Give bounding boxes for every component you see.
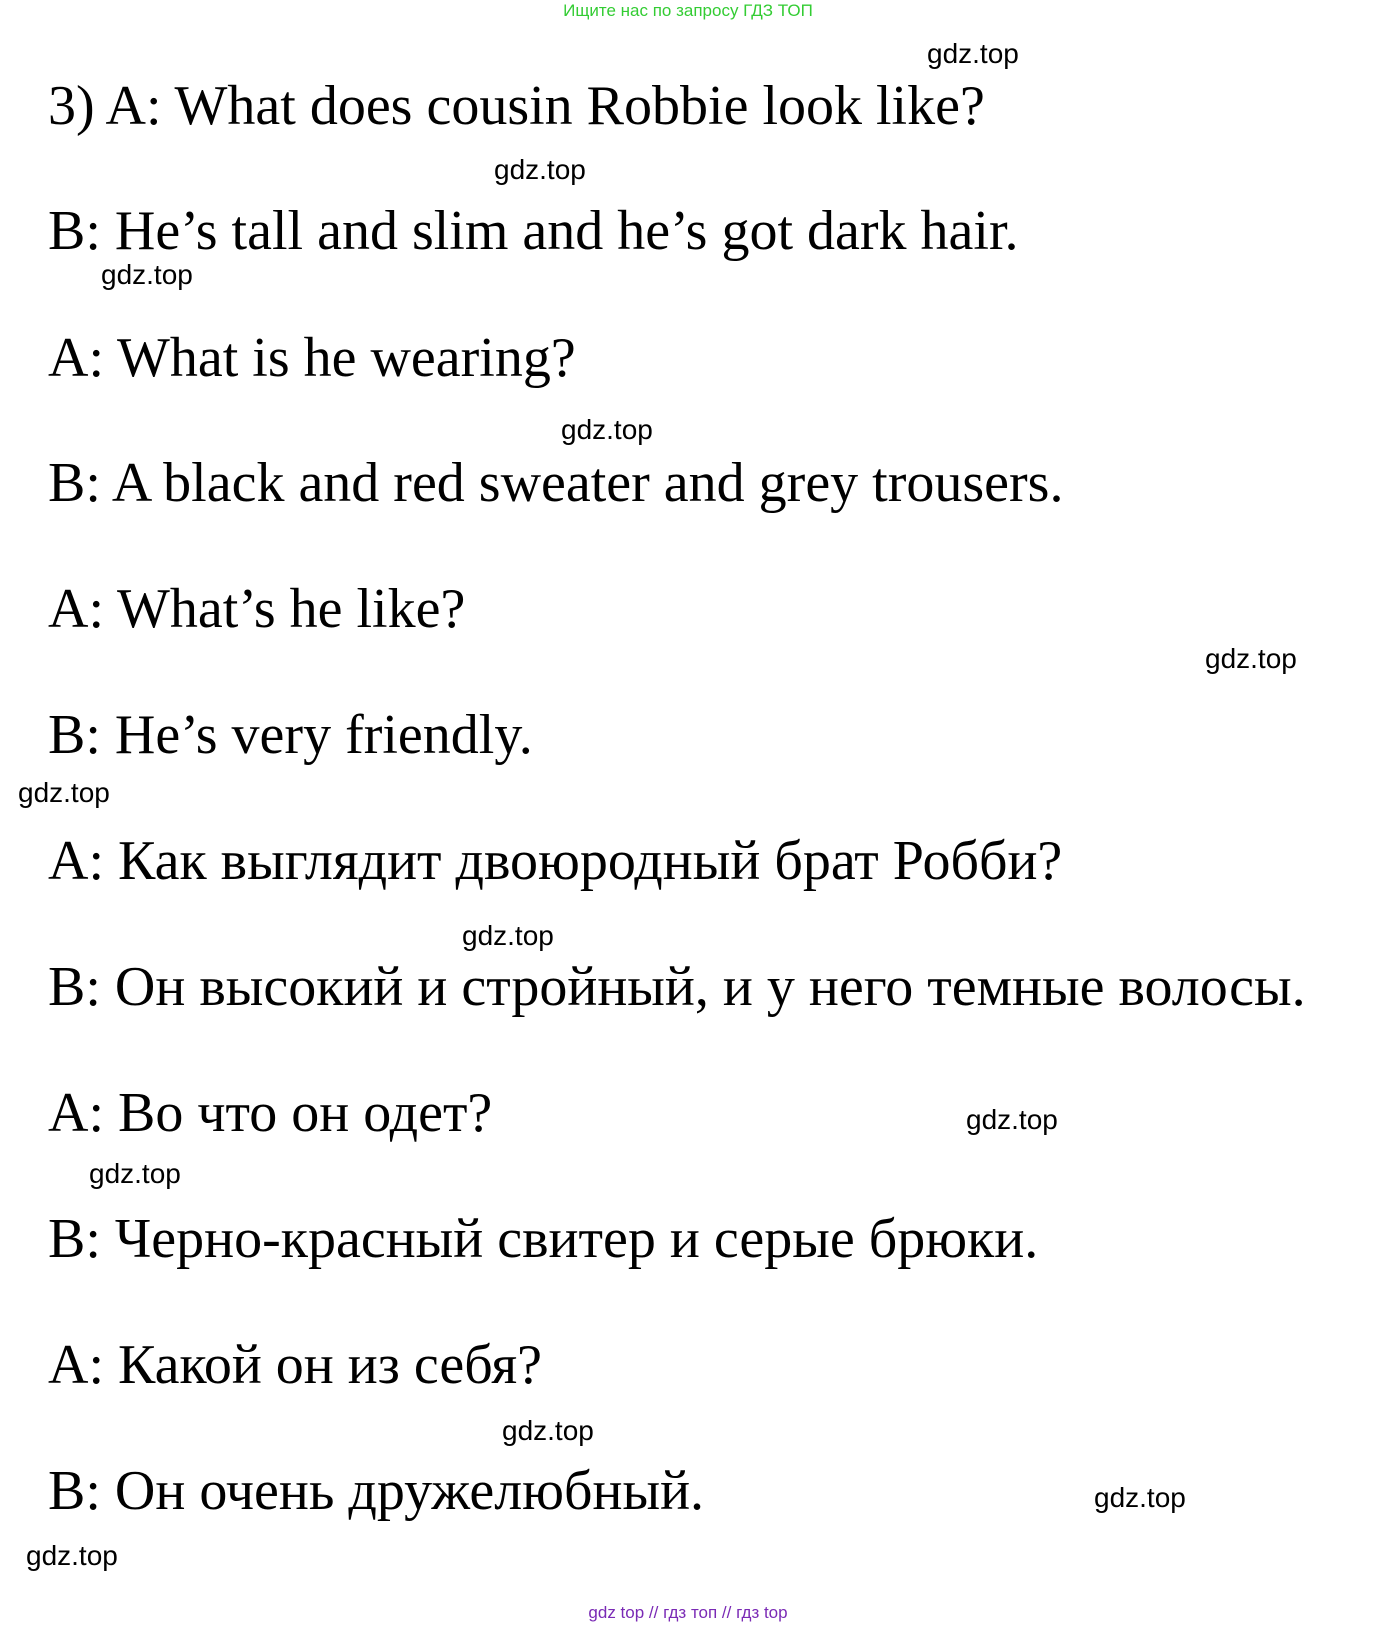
watermark: gdz.top [101, 259, 193, 290]
watermark: gdz.top [1094, 1482, 1186, 1513]
translation-line-a-wearing: A: Во что он одет? [48, 1082, 493, 1144]
watermark: gdz.top [462, 920, 554, 951]
dialogue-line-b-answer-wearing: B: A black and red sweater and grey trousers. [48, 452, 1064, 514]
dialogue-line-a-question-wearing: A: What is he wearing? [48, 327, 576, 389]
translation-line-b-wearing: B: Черно-красный свитер и серые брюки. [48, 1208, 1039, 1270]
watermark: gdz.top [927, 38, 1019, 69]
watermark: gdz.top [966, 1104, 1058, 1135]
watermark: gdz.top [561, 414, 653, 445]
translation-line-a-like: A: Какой он из себя? [48, 1334, 542, 1396]
dialogue-line-a-question-like: A: What’s he like? [48, 578, 466, 640]
translation-line-a-look: A: Как выглядит двоюродный брат Робби? [48, 830, 1063, 892]
dialogue-line-b-answer-like: B: He’s very friendly. [48, 704, 533, 766]
footer-note: gdz top // гдз топ // гдз top [588, 1603, 788, 1622]
dialogue-line-b-answer-look: B: He’s tall and slim and he’s got dark hair. [48, 200, 1019, 262]
header-note: Ищите нас по запросу ГДЗ ТОП [563, 1, 813, 20]
watermark: gdz.top [502, 1415, 594, 1446]
watermark: gdz.top [494, 154, 586, 185]
watermark: gdz.top [18, 777, 110, 808]
translation-line-b-like: B: Он очень дружелюбный. [48, 1460, 705, 1522]
watermark: gdz.top [1205, 643, 1297, 674]
watermark: gdz.top [26, 1540, 118, 1571]
translation-line-b-look: B: Он высокий и стройный, и у него темные волосы. [48, 956, 1306, 1018]
watermark: gdz.top [89, 1158, 181, 1189]
dialogue-line-a-question-look: 3) A: What does cousin Robbie look like? [48, 75, 985, 137]
